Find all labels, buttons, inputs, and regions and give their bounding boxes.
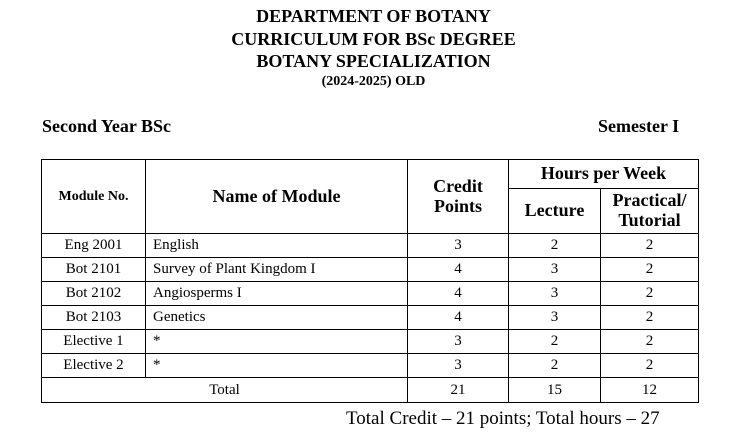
semester-label: Semester I: [598, 116, 680, 136]
module-name: Angiosperms I: [146, 282, 408, 306]
module-name: Survey of Plant Kingdom I: [146, 258, 408, 282]
practical-value: 2: [601, 234, 699, 258]
credit-value: 3: [408, 234, 509, 258]
practical-value: 2: [601, 354, 699, 378]
table-row: [42, 258, 699, 282]
practical-value: 2: [601, 330, 699, 354]
header-credit-points-text: Credit Points: [433, 175, 483, 216]
lecture-value: 3: [509, 282, 601, 306]
lecture-value: 3: [509, 258, 601, 282]
table-row: [42, 330, 699, 354]
total-lecture: 15: [509, 378, 601, 403]
header-hours-per-week: Hours per Week: [509, 160, 699, 189]
header-module-no: Module No.: [42, 160, 146, 234]
module-name: *: [146, 330, 408, 354]
module-code: Bot 2102: [42, 282, 146, 306]
total-label: Total: [42, 378, 408, 403]
table-row: [42, 282, 699, 306]
practical-value: 2: [601, 282, 699, 306]
credit-value: 4: [408, 306, 509, 330]
total-summary: Total Credit – 21 points; Total hours – 27: [346, 408, 660, 429]
table-header-row: [42, 160, 699, 189]
header-credit-points: [408, 160, 509, 234]
module-name: Genetics: [146, 306, 408, 330]
practical-value: 2: [601, 306, 699, 330]
module-code: Elective 1: [42, 330, 146, 354]
curriculum-table: [41, 159, 699, 403]
header-practical: [601, 189, 699, 234]
header-module-name: Name of Module: [146, 160, 408, 234]
lecture-value: 2: [509, 234, 601, 258]
credit-value: 3: [408, 330, 509, 354]
module-code: Bot 2103: [42, 306, 146, 330]
table-row: [42, 306, 699, 330]
total-credit: 21: [408, 378, 509, 403]
lecture-value: 2: [509, 330, 601, 354]
total-practical: 12: [601, 378, 699, 403]
lecture-value: 3: [509, 306, 601, 330]
table-row: [42, 354, 699, 378]
curriculum-title: CURRICULUM FOR BSc DEGREE: [231, 29, 516, 49]
module-name: *: [146, 354, 408, 378]
total-row: [42, 378, 699, 403]
module-name: English: [146, 234, 408, 258]
lecture-value: 2: [509, 354, 601, 378]
module-code: Elective 2: [42, 354, 146, 378]
department-title: DEPARTMENT OF BOTANY: [256, 6, 491, 26]
credit-value: 4: [408, 282, 509, 306]
module-code: Eng 2001: [42, 234, 146, 258]
specialization-title: BOTANY SPECIALIZATION: [256, 51, 491, 71]
header-lecture: Lecture: [509, 189, 601, 234]
credit-value: 3: [408, 354, 509, 378]
practical-value: 2: [601, 258, 699, 282]
module-code: Bot 2101: [42, 258, 146, 282]
academic-year: (2024-2025) OLD: [321, 74, 426, 89]
year-label: Second Year BSc: [42, 116, 172, 136]
credit-value: 4: [408, 258, 509, 282]
header-practical-text: Practical/ Tutorial: [612, 190, 687, 230]
table-row: [42, 234, 699, 258]
